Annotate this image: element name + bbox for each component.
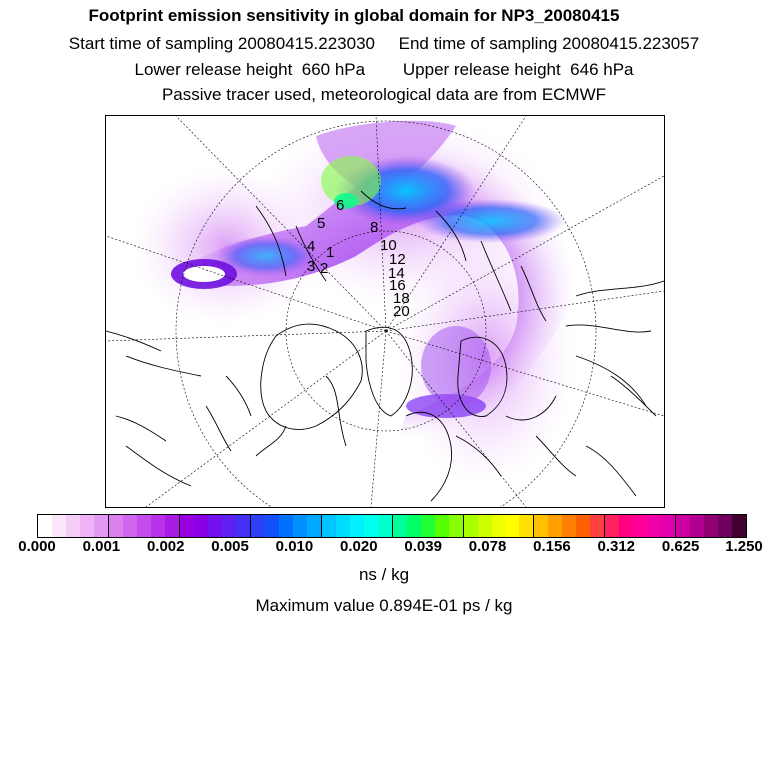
- point-label: 2: [320, 260, 329, 277]
- sampling-time-line: Start time of sampling 20080415.223030 End time of sampling 20080415.223057: [68, 34, 700, 53]
- colorbar-swatch: [265, 515, 279, 537]
- colorbar-swatch: [590, 515, 604, 537]
- colorbar-swatch: [619, 515, 633, 537]
- emission-plume: [131, 116, 576, 486]
- map-canvas: [106, 116, 664, 507]
- colorbar-swatch: [463, 515, 478, 537]
- colorbar-swatch: [208, 515, 222, 537]
- colorbar-swatch: [519, 515, 533, 537]
- colorbar-swatch: [492, 515, 506, 537]
- colorbar-swatch: [661, 515, 675, 537]
- colorbar-swatch: [80, 515, 94, 537]
- colorbar-tick-label: 0.078: [468, 538, 507, 555]
- colorbar-swatch: [647, 515, 661, 537]
- colorbar-tick-label: 1.250: [725, 538, 763, 555]
- colorbar-swatch: [38, 515, 52, 537]
- colorbar-swatch: [94, 515, 108, 537]
- point-label: 12: [389, 251, 406, 268]
- point-label: 6: [336, 197, 345, 214]
- colorbar-tick-label: 0.625: [661, 538, 700, 555]
- colorbar-swatch: [690, 515, 704, 537]
- colorbar-swatch: [123, 515, 137, 537]
- point-label: 18: [393, 290, 410, 307]
- point-label: 16: [389, 277, 406, 294]
- colorbar-swatch: [194, 515, 208, 537]
- colorbar-tick-label: 0.312: [597, 538, 636, 555]
- colorbar-swatch: [633, 515, 647, 537]
- colorbar-swatch: [435, 515, 449, 537]
- colorbar-swatch: [548, 515, 562, 537]
- colorbar-tick-label: 0.039: [404, 538, 442, 555]
- point-label: 1: [326, 244, 335, 261]
- colorbar-swatch: [505, 515, 519, 537]
- footprint-map: [105, 115, 665, 508]
- colorbar-swatch: [378, 515, 392, 537]
- colorbar-swatch: [675, 515, 690, 537]
- colorbar-swatch: [222, 515, 236, 537]
- colorbar: [37, 514, 747, 538]
- point-label: 8: [370, 219, 379, 236]
- colorbar-swatch: [407, 515, 421, 537]
- colorbar-swatch: [66, 515, 80, 537]
- point-label: 10: [380, 237, 397, 254]
- colorbar-swatch: [604, 515, 619, 537]
- colorbar-swatch: [704, 515, 718, 537]
- colorbar-swatch: [151, 515, 165, 537]
- point-label: 4: [307, 238, 316, 255]
- maximum-value: Maximum value 0.894E-01 ps / kg: [255, 596, 513, 615]
- colorbar-swatch: [179, 515, 194, 537]
- colorbar-swatch: [108, 515, 123, 537]
- colorbar-swatch: [421, 515, 435, 537]
- colorbar-swatch: [307, 515, 321, 537]
- point-label: 5: [317, 215, 326, 232]
- colorbar-swatch: [236, 515, 250, 537]
- colorbar-swatch: [392, 515, 407, 537]
- map-title: Footprint emission sensitivity in global domain for NP3_20080415: [88, 6, 620, 25]
- point-label: 20: [393, 303, 410, 320]
- colorbar-swatch: [533, 515, 548, 537]
- colorbar-swatch: [336, 515, 350, 537]
- colorbar-tick-label: 0.001: [82, 538, 121, 555]
- colorbar-swatch: [321, 515, 336, 537]
- colorbar-swatch: [364, 515, 378, 537]
- colorbar-swatch: [449, 515, 463, 537]
- tracer-info-line: Passive tracer used, meteorological data are from ECMWF: [161, 85, 607, 104]
- colorbar-swatch: [732, 515, 746, 537]
- point-label: 14: [388, 265, 405, 282]
- colorbar-swatch: [279, 515, 293, 537]
- colorbar-tick-label: 0.010: [275, 538, 314, 555]
- colorbar-swatch: [562, 515, 576, 537]
- colorbar-tick-label: 0.156: [533, 538, 571, 555]
- colorbar-swatch: [52, 515, 66, 537]
- colorbar-swatch: [478, 515, 492, 537]
- colorbar-swatch: [350, 515, 364, 537]
- colorbar-swatch: [718, 515, 732, 537]
- colorbar-units: ns / kg: [358, 565, 410, 584]
- colorbar-tick-label: 0.002: [146, 538, 185, 555]
- colorbar-ticks: [0, 538, 768, 558]
- point-label: 3: [307, 258, 316, 275]
- colorbar-swatch: [250, 515, 265, 537]
- colorbar-swatch: [137, 515, 151, 537]
- colorbar-tick-label: 0.020: [340, 538, 378, 555]
- colorbar-swatch: [576, 515, 590, 537]
- colorbar-swatch: [293, 515, 307, 537]
- release-height-line: Lower release height 660 hPa Upper release height 646 hPa: [134, 60, 634, 79]
- colorbar-tick-label: 0.000: [18, 538, 56, 555]
- colorbar-swatch: [165, 515, 179, 537]
- colorbar-tick-label: 0.005: [211, 538, 249, 555]
